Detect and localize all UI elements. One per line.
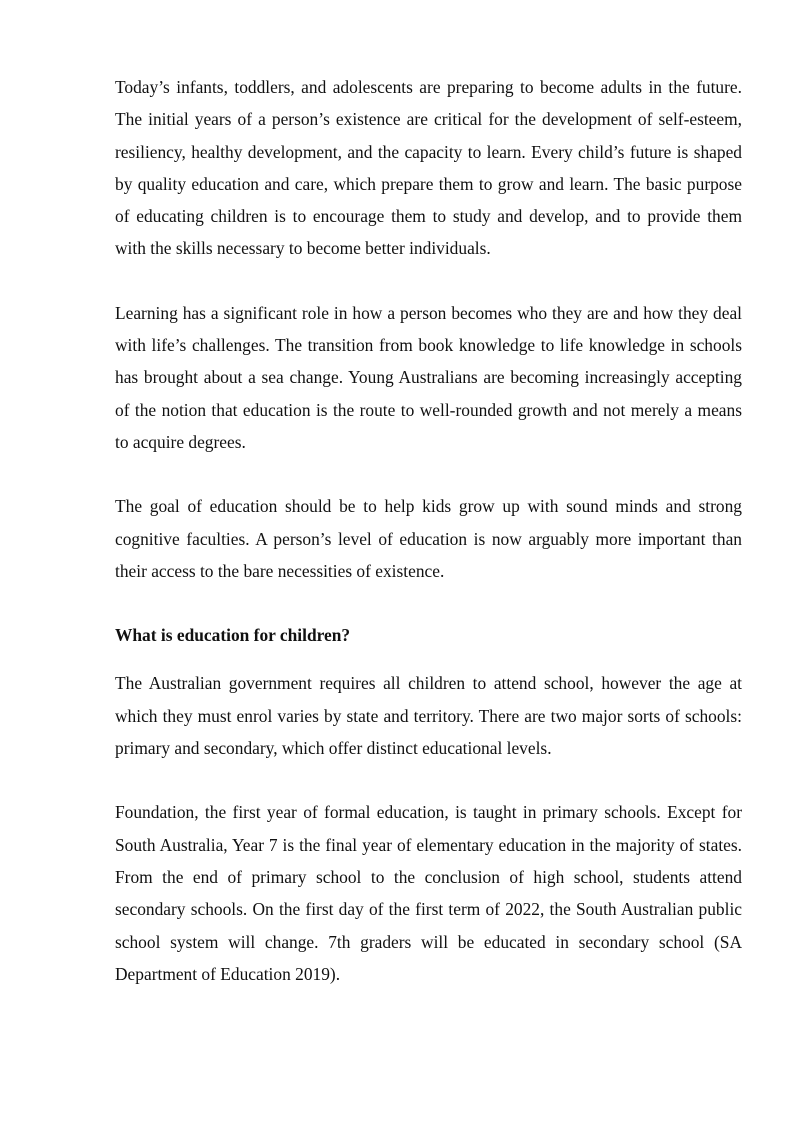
- paragraph-learning: Learning has a significant role in how a person becomes who they are and how they deal with life’s challenges. The transition from book knowledge to life knowledge in schools has brought about a sea change. Young Australians are becoming increasingly accepting of the notion that education is the route to well-rounded growth and not merely a means to acquire degrees.: [115, 302, 742, 452]
- paragraph-government: The Australian government requires all children to attend school, however the age at which they must enrol varies by state and territory. There are two major sorts of schools: primary and secondary, which offer distinct educational levels.: [115, 673, 742, 759]
- paragraph-intro: Today’s infants, toddlers, and adolescents are preparing to become adults in the future. The initial years of a person’s existence are critical for the development of self-esteem, resiliency, healthy development, and the capacity to learn. Every child’s future is shaped by quality education and care, which prepare them to grow and learn. The basic purpose of educating children is to encourage them to study and develop, and to provide them with the skills necessary to become better individuals.: [115, 77, 742, 259]
- paragraph-foundation: Foundation, the first year of formal education, is taught in primary schools. Except for South Australia, Year 7 is the final year of elementary education in the majority of states. From the end of primary school to the conclusion of high school, students attend secondary schools. On the first day of the first term of 2022, the South Australian public school system will change. 7th graders will be educated in secondary school (SA Department of Education 2019).: [115, 802, 742, 984]
- section-heading: What is education for children?: [115, 625, 351, 646]
- document-body: [115, 71, 742, 990]
- paragraph-goal: The goal of education should be to help kids grow up with sound minds and strong cognitive faculties. A person’s level of education is now arguably more important than their access to the bare necessities of existence.: [115, 496, 742, 581]
